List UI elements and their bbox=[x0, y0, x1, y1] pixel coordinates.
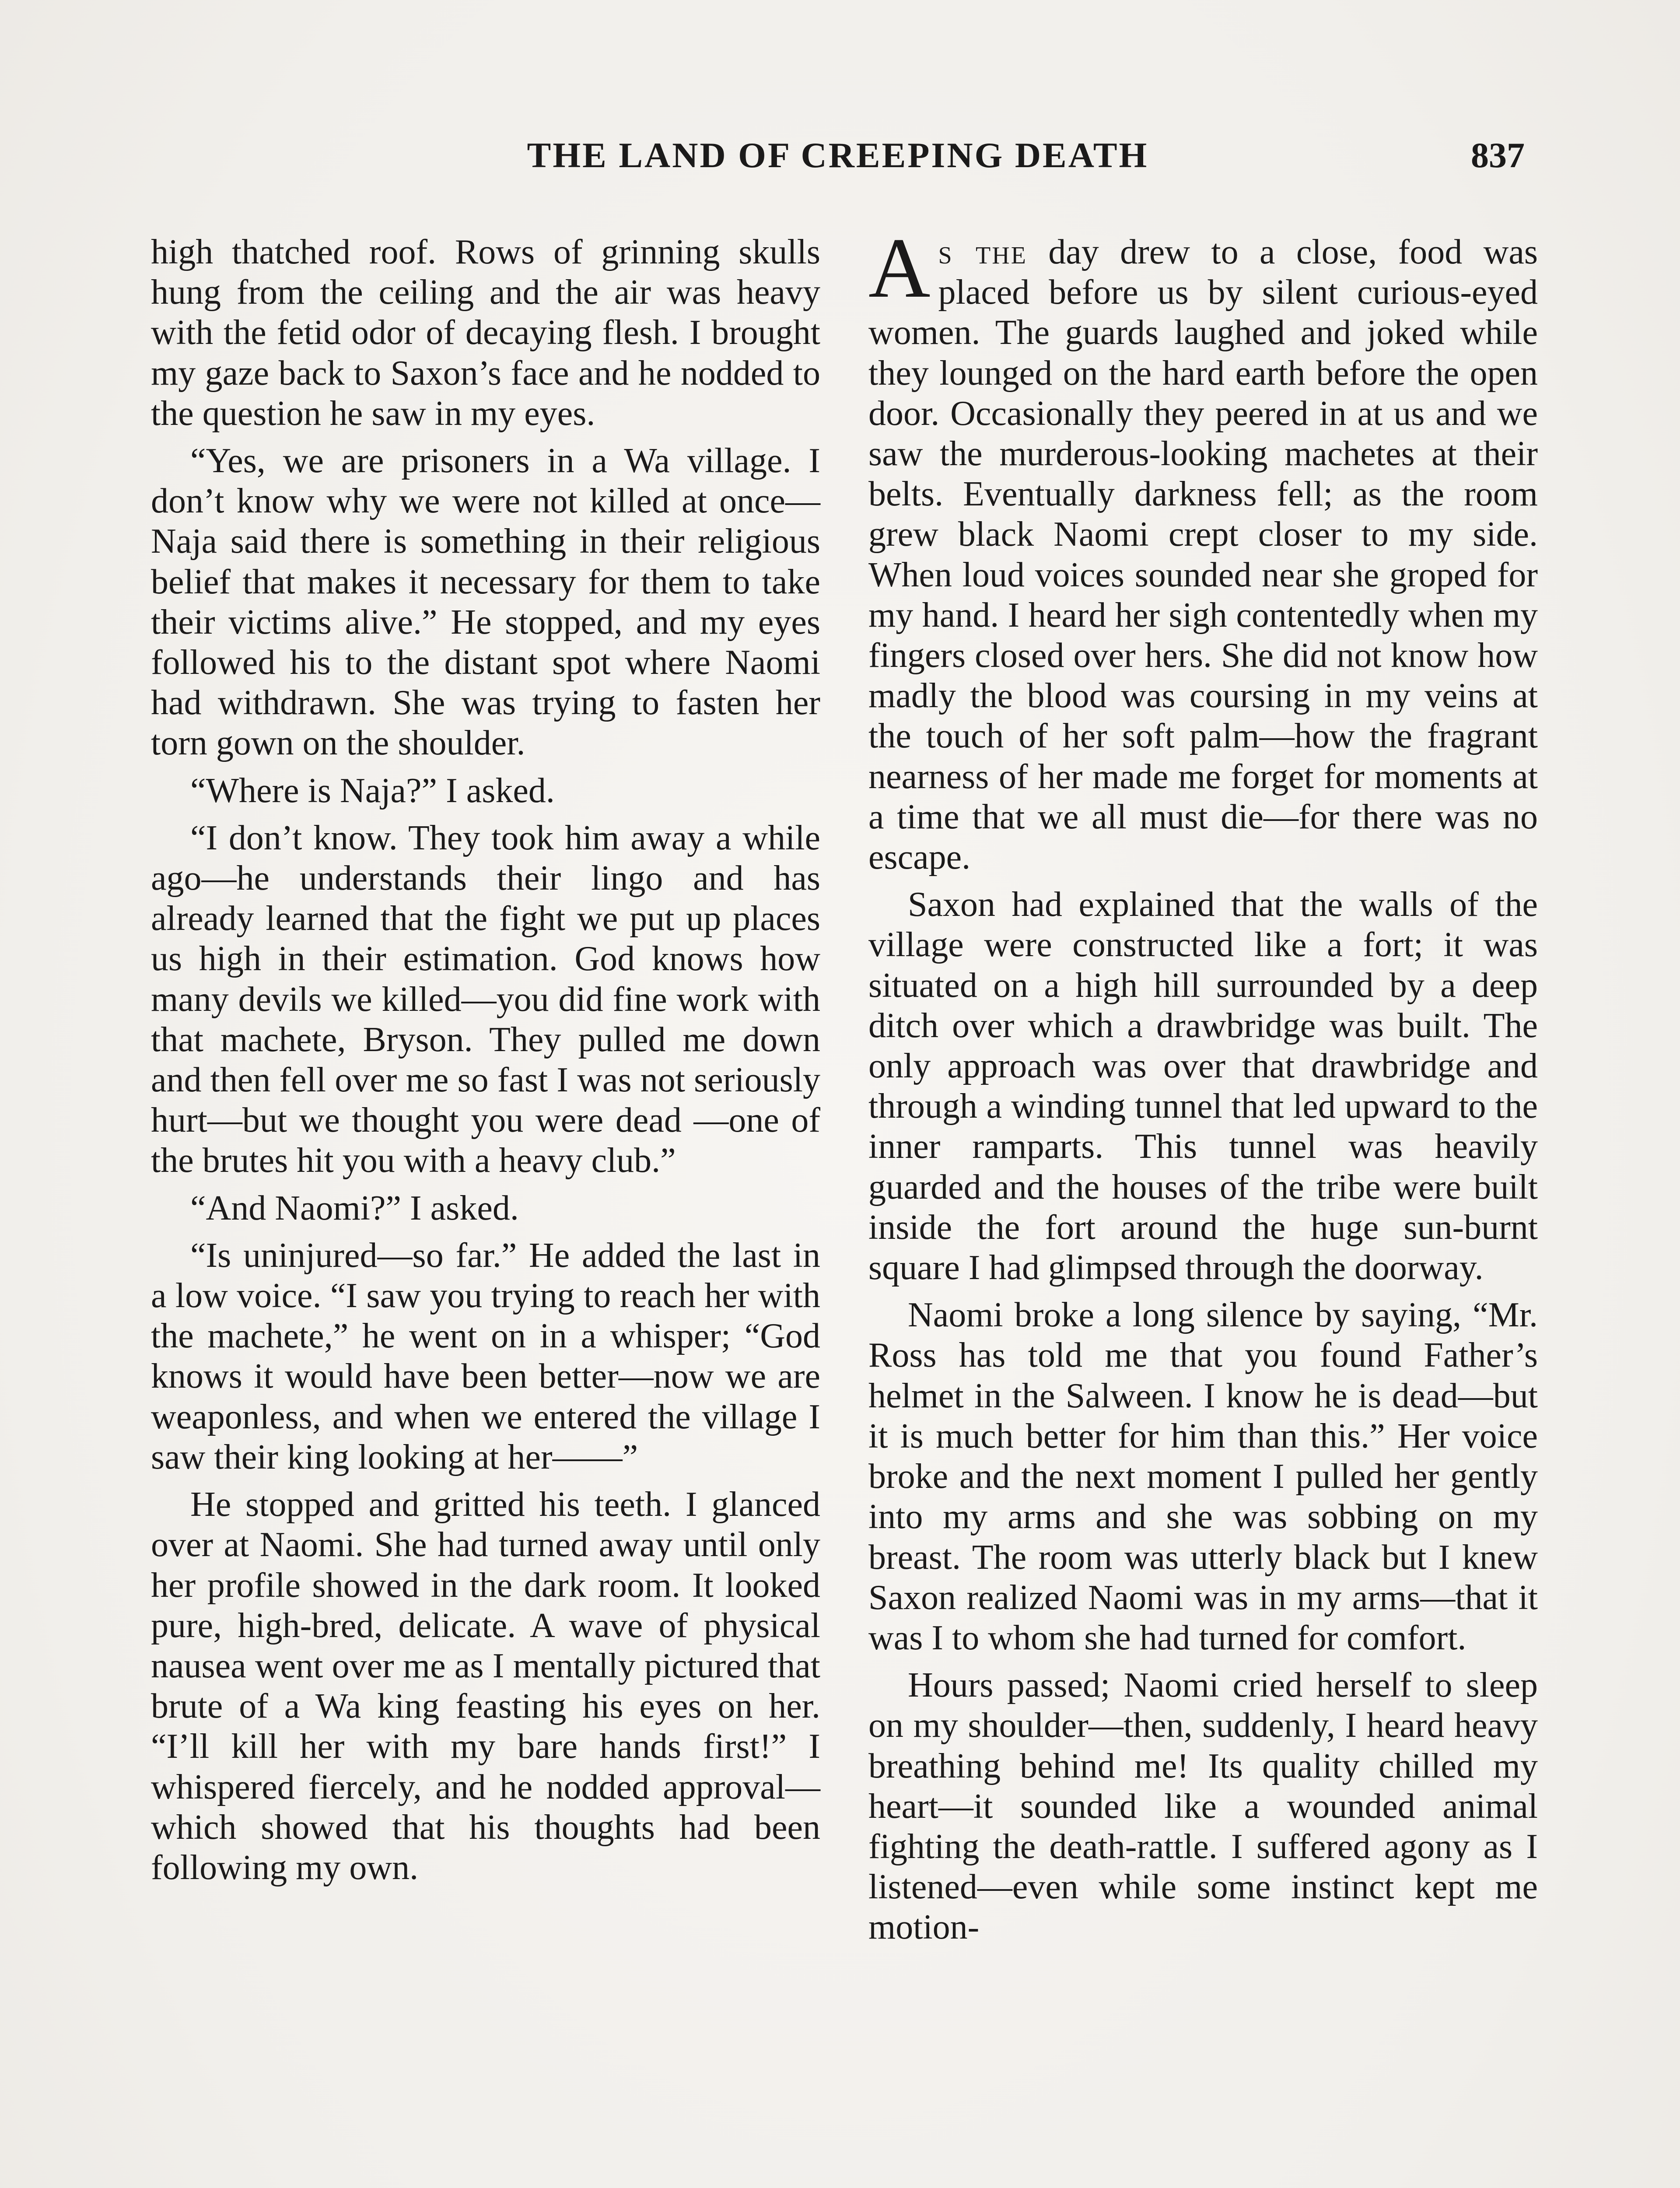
page-number: 837 bbox=[1471, 135, 1525, 175]
paragraph: Hours passed; Naomi cried herself to sleep on my shoulder—then, suddenly, I heard heavy breathing behind me! Its quality chilled my heart—it sounded like a wounded animal fighting the death-rattle. I suffered agony as I listened—even while some instinct kept me motion- bbox=[868, 1666, 1538, 1947]
paragraph: He stopped and gritted his teeth. I glanced over at Naomi. She had turned away until only her profile showed in the dark room. It looked pure, high-bred, delicate. A wave of physical nausea went over me as I mentally pictured that brute of a Wa king feasting his eyes on her. “I’ll kill her with my bare hands first!” I whispered fiercely, and he nodded approval—which showed that his thoughts had been following my own. bbox=[151, 1485, 820, 1887]
left-column bbox=[151, 232, 820, 1895]
running-title: THE LAND OF CREEPING DEATH bbox=[527, 135, 1149, 175]
paragraph: “Where is Naja?” I asked. bbox=[190, 771, 555, 810]
paragraph: Naomi broke a long silence by saying, “Mr. Ross has told me that you found Father’s helmet in the Salween. I know he is dead—but it is much better for him than this.” Her voice broke and the next moment I pulled her gently into my arms and she was sobbing on my breast. The room was utterly black but I knew Saxon realized Naomi was in my arms—that it was I to whom she had turned for comfort. bbox=[868, 1296, 1538, 1657]
paragraph: “And Naomi?” I asked. bbox=[190, 1189, 519, 1227]
drop-cap: A bbox=[868, 221, 931, 316]
paragraph: Saxon had explained that the walls of the village were constructed like a fort; it was situated on a high hill surrounded by a deep ditch over which a drawbridge was built. The only approach was over that drawbridge and through a winding tunnel that led upward to the inner ramparts. This tunnel was heavily guarded and the houses of the tribe were built inside the fort around the huge sun-burnt square I had glimpsed through the doorway. bbox=[868, 885, 1538, 1287]
page-header bbox=[151, 131, 1525, 193]
paragraph-text: day drew to a close, food was placed before us by silent curious-eyed women. The guards laughed and joked while they lounged on the hard earth before the open door. Occasionally they peered in at us and we saw the murderous-looking machetes at their belts. Eventually darkness fell; as the room grew black Naomi crept closer to my side. When loud voices sounded near she groped for my hand. I heard her sigh contentedly when my fingers closed over hers. She did not know how madly the blood was coursing in my veins at the touch of her soft palm—how the fragrant nearness of her made me forget for moments at a time that we all must die—for there was no escape. bbox=[868, 233, 1538, 877]
paragraph: “Is uninjured—so far.” He added the last in a low voice. “I saw you trying to reach her with the machete,” he went on in a whisper; “God knows it would have been better—now we are weaponless, and when we entered the village I saw their king looking at her——” bbox=[151, 1236, 820, 1476]
paragraph: high thatched roof. Rows of grinning skulls hung from the ceiling and the air was heavy with the fetid odor of decaying flesh. I brought my gaze back to Saxon’s face and he nodded to the question he saw in my eyes. bbox=[151, 233, 820, 433]
small-caps-lead: s the bbox=[938, 233, 1027, 271]
paragraph: “I don’t know. They took him away a while ago—he understands their lingo and has already learned that the fight we put up places us high in their estimation. God knows how many devils we killed—you did fine work with that machete, Bryson. They pulled me down and then fell over me so fast I was not seriously hurt—but we thought you were dead —one of the brutes hit you with a heavy club.” bbox=[151, 818, 820, 1180]
right-column bbox=[868, 221, 1538, 1955]
opening-paragraph bbox=[868, 221, 1538, 877]
paragraph: “Yes, we are prisoners in a Wa village. I don’t know why we were not killed at once—Naja said there is something in their religious belief that makes it necessary for them to take their victims alive.” He stopped, and my eyes followed his to the distant spot where Naomi had withdrawn. She was trying to fasten her torn gown on the shoulder. bbox=[151, 442, 820, 763]
